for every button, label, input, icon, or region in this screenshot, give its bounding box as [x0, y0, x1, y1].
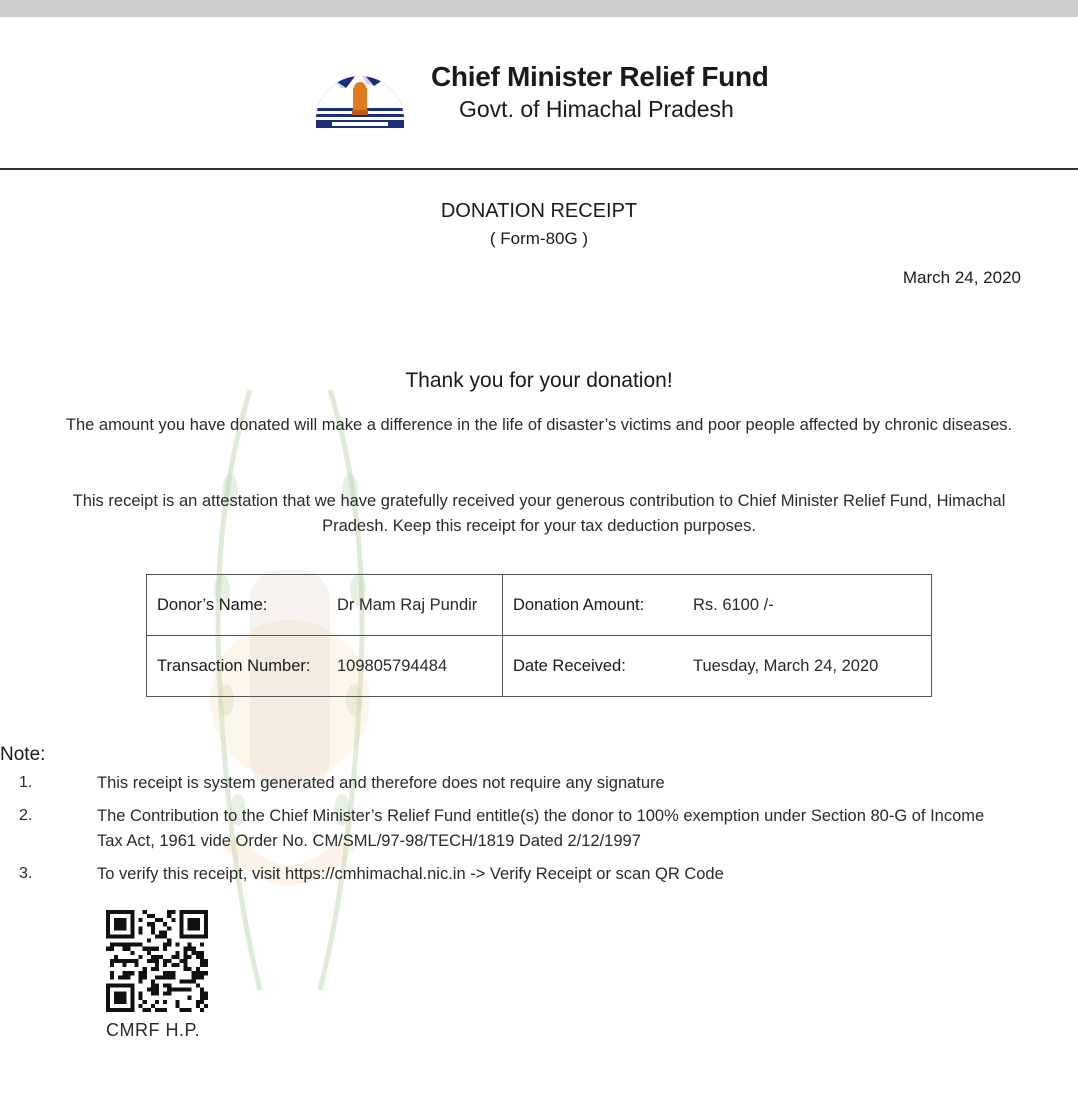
header-divider [0, 168, 1078, 170]
note-item: The Contribution to the Chief Minister’s Relief Fund entitle(s) the donor to 100% exemption under Section 80-G of Income Tax Act, 1961 vide Order No. CM/SML/97-98/TECH/1819 Dated 2/12/1997 [97, 807, 985, 850]
form-number: ( Form-80G ) [489, 229, 589, 248]
donation-details-table [146, 574, 932, 697]
note-item: This receipt is system generated and therefore does not require any signature [97, 774, 665, 792]
header-subtitle: Govt. of Himachal Pradesh [459, 96, 734, 122]
qr-caption: CMRF H.P. [106, 1020, 201, 1040]
note-number: 2. [19, 807, 33, 824]
attestation-paragraph: This receipt is an attestation that we have gratefully received your generous contribution to Chief Minister Relief Fund, Himachal Pradesh. Keep this receipt for your tax deduction purposes. [72, 492, 1006, 535]
impact-paragraph: The amount you have donated will make a difference in the life of disaster’s victims and poor people affected by chronic diseases. [65, 416, 1013, 434]
header-title: Chief Minister Relief Fund [431, 61, 769, 92]
note-number: 1. [19, 774, 33, 791]
donation-amount-label: Donation Amount: [513, 595, 645, 614]
donor-name-label: Donor’s Name: [157, 595, 268, 614]
qr-code-icon[interactable] [106, 910, 208, 1012]
donation-amount-value: Rs. 6100 /- [693, 595, 774, 614]
date-received-value: Tuesday, March 24, 2020 [693, 656, 879, 675]
table-row [147, 636, 932, 697]
table-row [147, 575, 932, 636]
transaction-number-value: 109805794484 [337, 656, 448, 675]
himachal-pradesh-emblem-icon [312, 58, 408, 130]
note-heading: Note: [0, 744, 46, 765]
note-item: To verify this receipt, visit https://cmhimachal.nic.in -> Verify Receipt or scan QR Code [97, 865, 724, 883]
receipt-date: March 24, 2020 [902, 268, 1021, 287]
top-bar [0, 0, 1078, 17]
date-received-label: Date Received: [513, 656, 626, 675]
receipt-title: DONATION RECEIPT [440, 200, 638, 222]
note-number: 3. [19, 865, 33, 882]
donor-name-value: Dr Mam Raj Pundir [337, 595, 478, 614]
transaction-number-label: Transaction Number: [157, 656, 311, 675]
thank-you-heading: Thank you for your donation! [405, 369, 673, 392]
